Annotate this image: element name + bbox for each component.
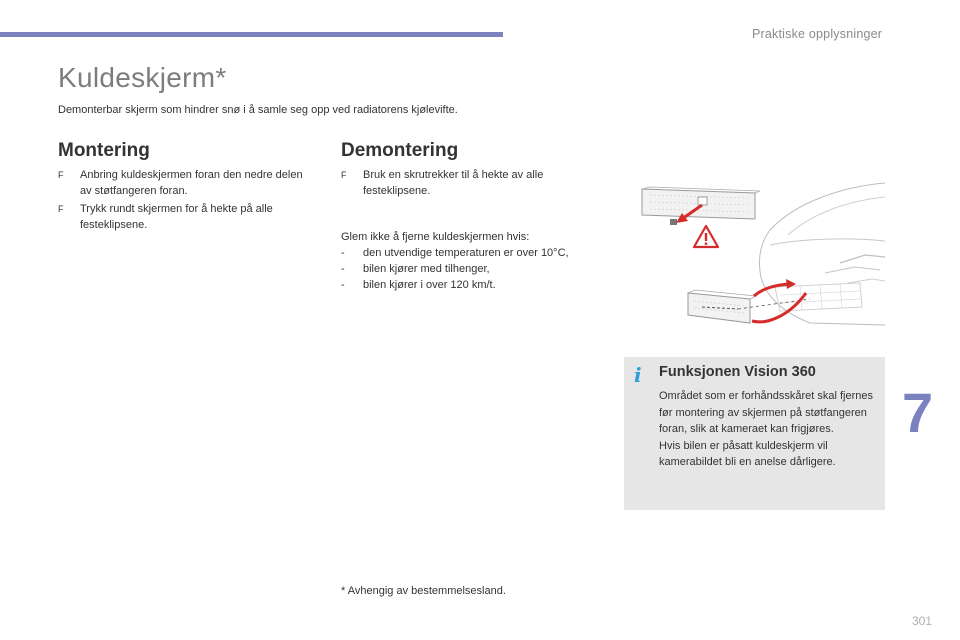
list-item: F Trykk rundt skjermen for å hekte på alle festeklipsene.: [58, 203, 273, 231]
demontering-list: [341, 167, 591, 201]
section-header: Praktiske opplysninger: [752, 27, 883, 41]
montering-list: [58, 167, 308, 235]
page-title: Kuldeskjerm*: [58, 62, 227, 93]
cold-screen-illustration: [610, 175, 885, 330]
bullet-icon: F: [58, 204, 64, 214]
montering-heading: Montering: [58, 140, 150, 161]
page-number: 301: [912, 614, 933, 628]
demontering-heading: Demontering: [341, 140, 459, 161]
info-box: [624, 357, 885, 510]
footnote: * Avhengig av bestemmelsesland.: [341, 585, 506, 597]
intro-text: Demonterbar skjerm som hindrer snø i å samle seg opp ved radiatorens kjølevifte.: [58, 104, 458, 116]
info-box-title: Funksjonen Vision 360: [659, 364, 816, 380]
info-box-text: Området som er forhåndsskåret skal fjernes før montering av skjermen på støtfangeren foran, slik at kameraet kan frigjøres. Hvis bilen er påsatt kuldeskjerm vil kamerabildet bli en anelse dårligere.: [659, 390, 873, 468]
list-item: F Bruk en skrutrekker til å hekte av alle festeklipsene.: [341, 169, 544, 197]
bullet-icon: F: [341, 170, 347, 180]
list-item: - den utvendige temperaturen er over 10°C,: [341, 247, 569, 259]
list-item: - bilen kjører i over 120 km/t.: [341, 279, 496, 291]
warning-list: [341, 229, 611, 293]
info-icon: i: [634, 363, 642, 387]
top-accent-bar: [0, 32, 503, 37]
bullet-icon: F: [58, 170, 64, 180]
list-item: - bilen kjører med tilhenger,: [341, 263, 490, 275]
warning-intro: Glem ikke å fjerne kuldeskjermen hvis:: [341, 231, 530, 243]
chapter-number: 7: [902, 381, 934, 444]
list-item: F Anbring kuldeskjermen foran den nedre delen av støtfangeren foran.: [58, 169, 303, 197]
